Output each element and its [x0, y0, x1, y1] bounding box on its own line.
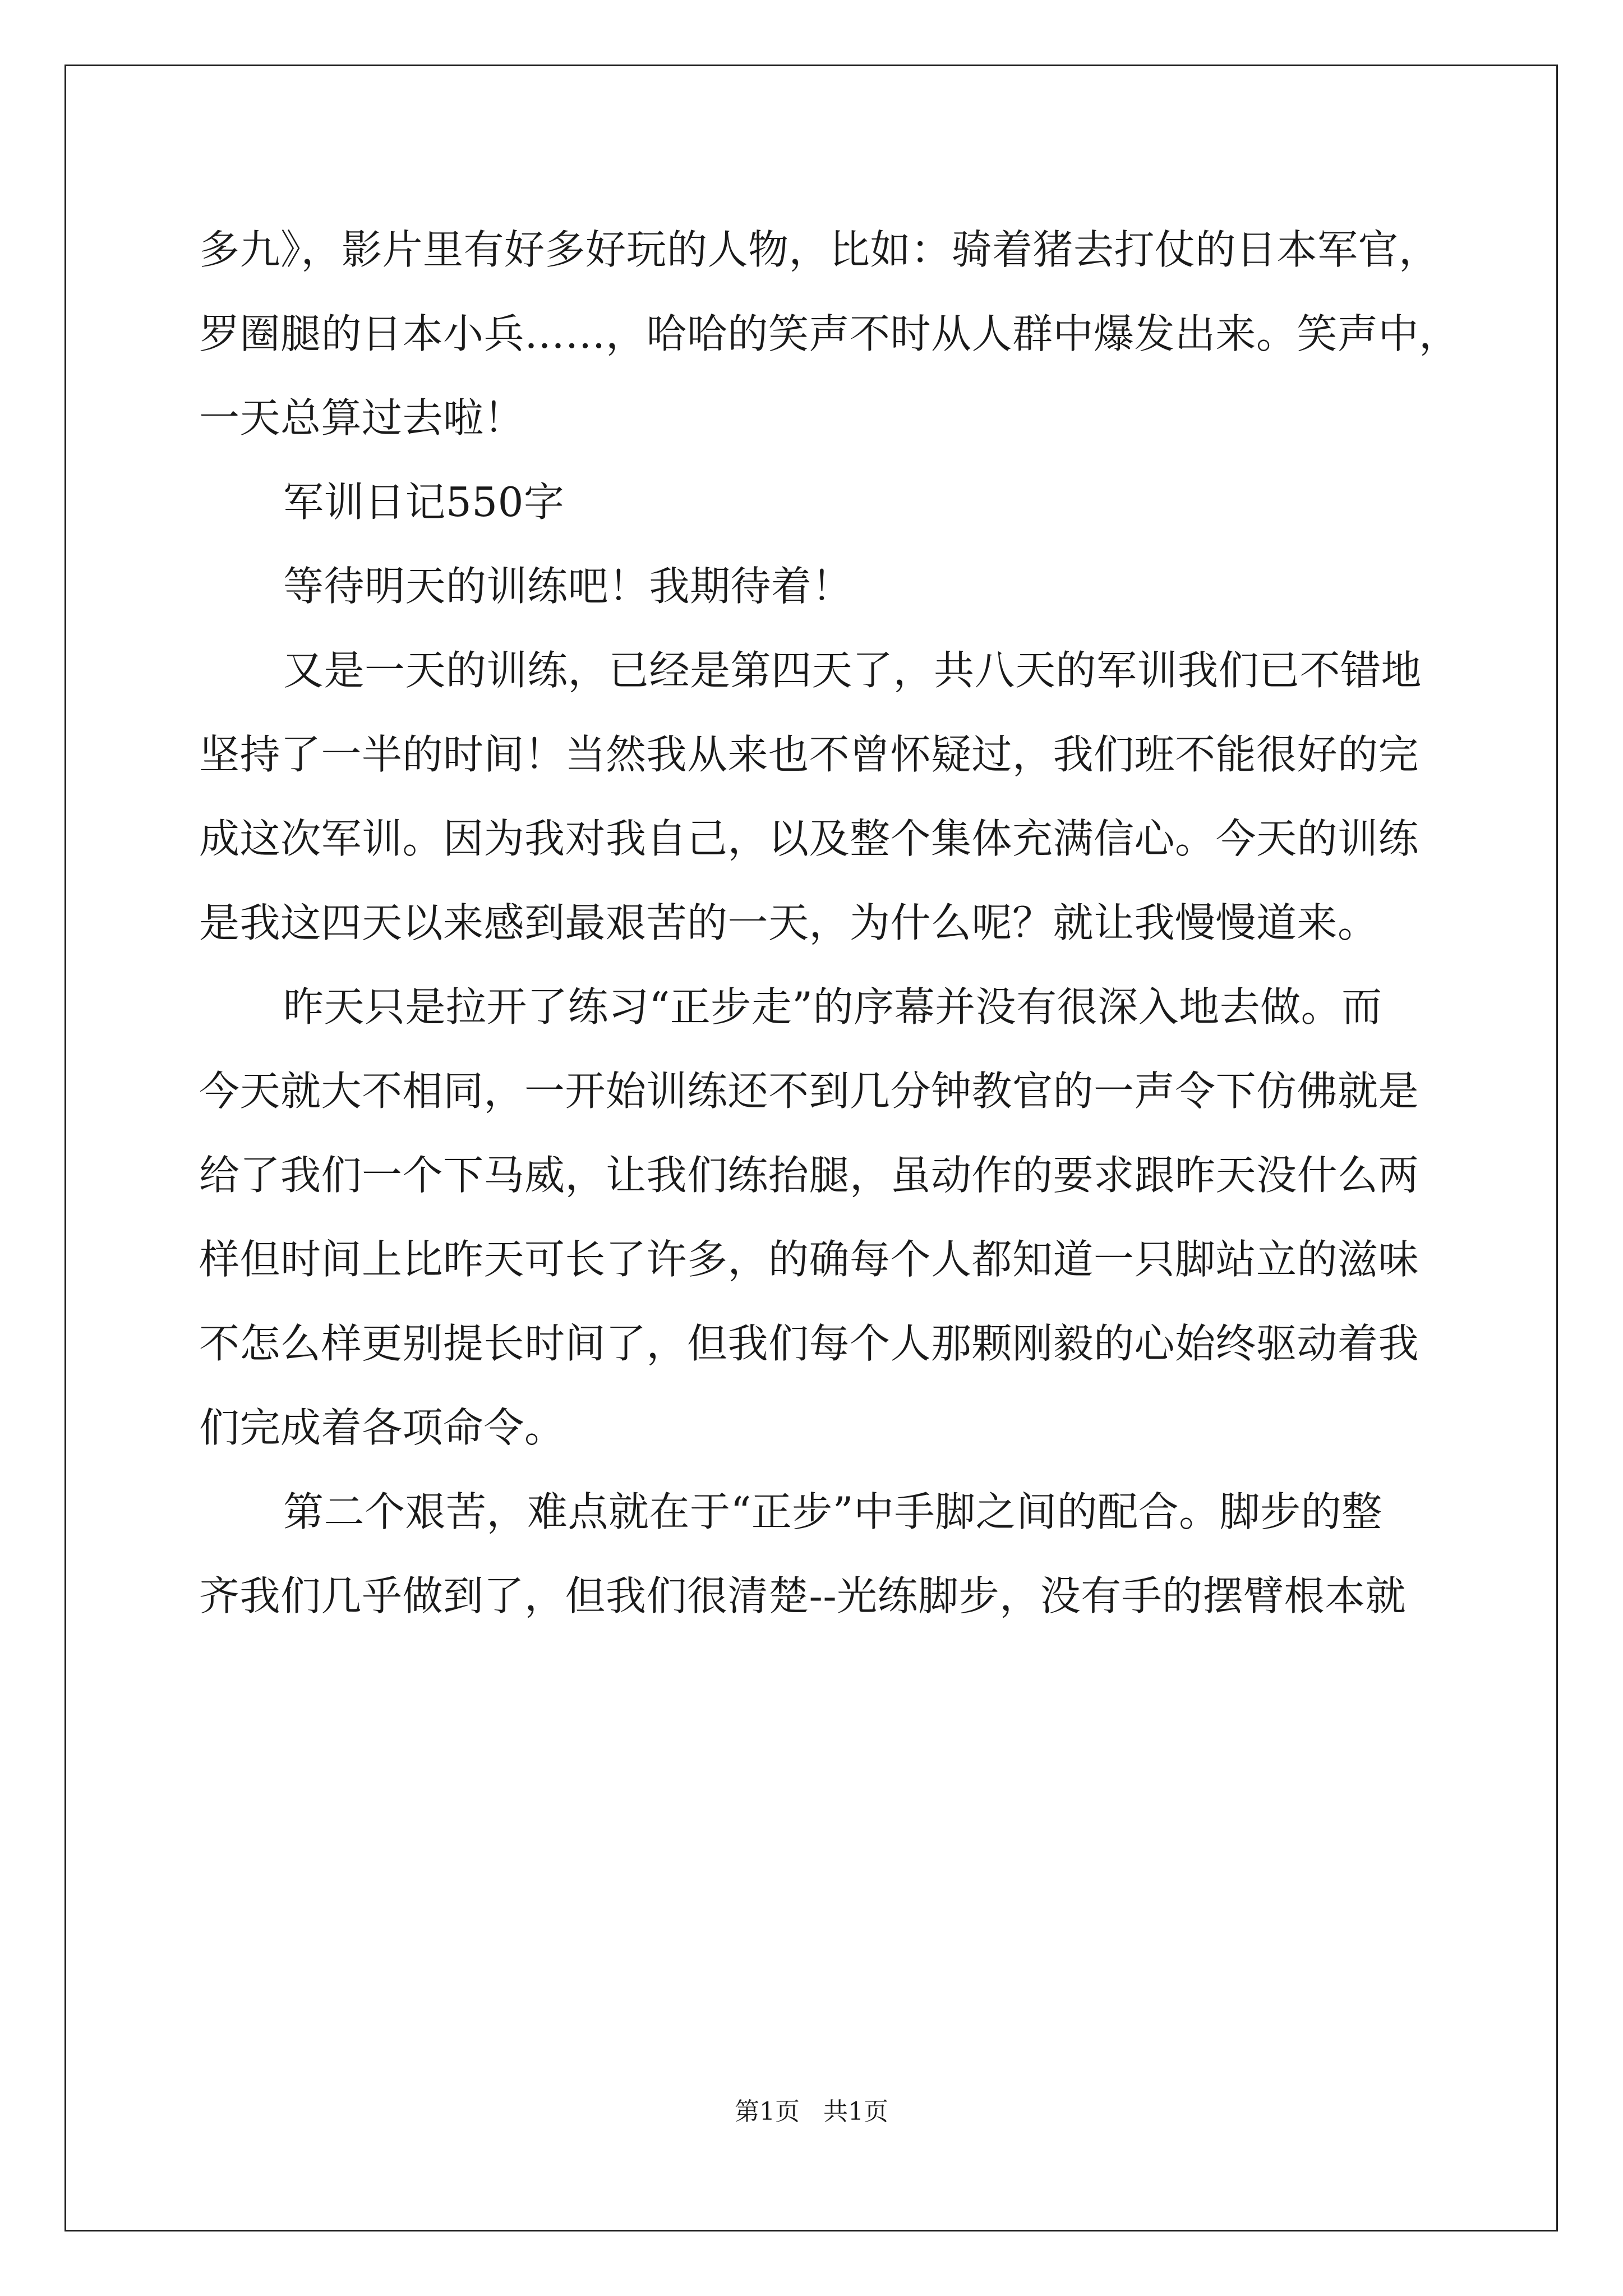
text-line: 样但时间上比昨天可长了许多，的确每个人都知道一只脚站立的滋味 [199, 1236, 1419, 1283]
text-line: 罗圈腿的日本小兵……，哈哈的笑声不时从人群中爆发出来。笑声中， [199, 310, 1460, 357]
text-line: 等待明天的训练吧！我期待着！ [283, 563, 853, 610]
text-line: 给了我们一个下马威，让我们练抬腿，虽动作的要求跟昨天没什么两 [199, 1152, 1419, 1199]
text-line: 成这次军训。因为我对我自己，以及整个集体充满信心。今天的训练 [199, 815, 1419, 862]
text-line: 一天总算过去啦！ [199, 394, 525, 441]
article-title: 军训日记550字 [283, 478, 565, 526]
text-line: 不怎么样更别提长时间了，但我们每个人那颗刚毅的心始终驱动着我 [199, 1320, 1419, 1367]
text-line: 今天就大不相同，一开始训练还不到几分钟教官的一声令下仿佛就是 [199, 1068, 1419, 1115]
text-line: 多九》，影片里有好多好玩的人物，比如：骑着猪去打仗的日本军官， [199, 226, 1440, 273]
paragraph-start: 昨天只是拉开了练习“正步走”的序幕并没有很深入地去做。而 [283, 983, 1382, 1030]
paragraph-start: 第二个艰苦，难点就在于“正步”中手脚之间的配合。脚步的整 [283, 1488, 1382, 1535]
document-body [199, 208, 1460, 1638]
text-line: 齐我们几乎做到了，但我们很清楚--光练脚步，没有手的摆臂根本就 [199, 1572, 1407, 1619]
text-line: 坚持了一半的时间！当然我从来也不曾怀疑过，我们班不能很好的完 [199, 731, 1419, 778]
page-number-footer: 第1页 共1页 [735, 2097, 888, 2126]
paragraph-start: 又是一天的训练，已经是第四天了，共八天的军训我们已不错地 [283, 647, 1422, 694]
text-line: 是我这四天以来感到最艰苦的一天，为什么呢？就让我慢慢道来。 [199, 899, 1378, 946]
text-line: 们完成着各项命令。 [199, 1404, 565, 1451]
